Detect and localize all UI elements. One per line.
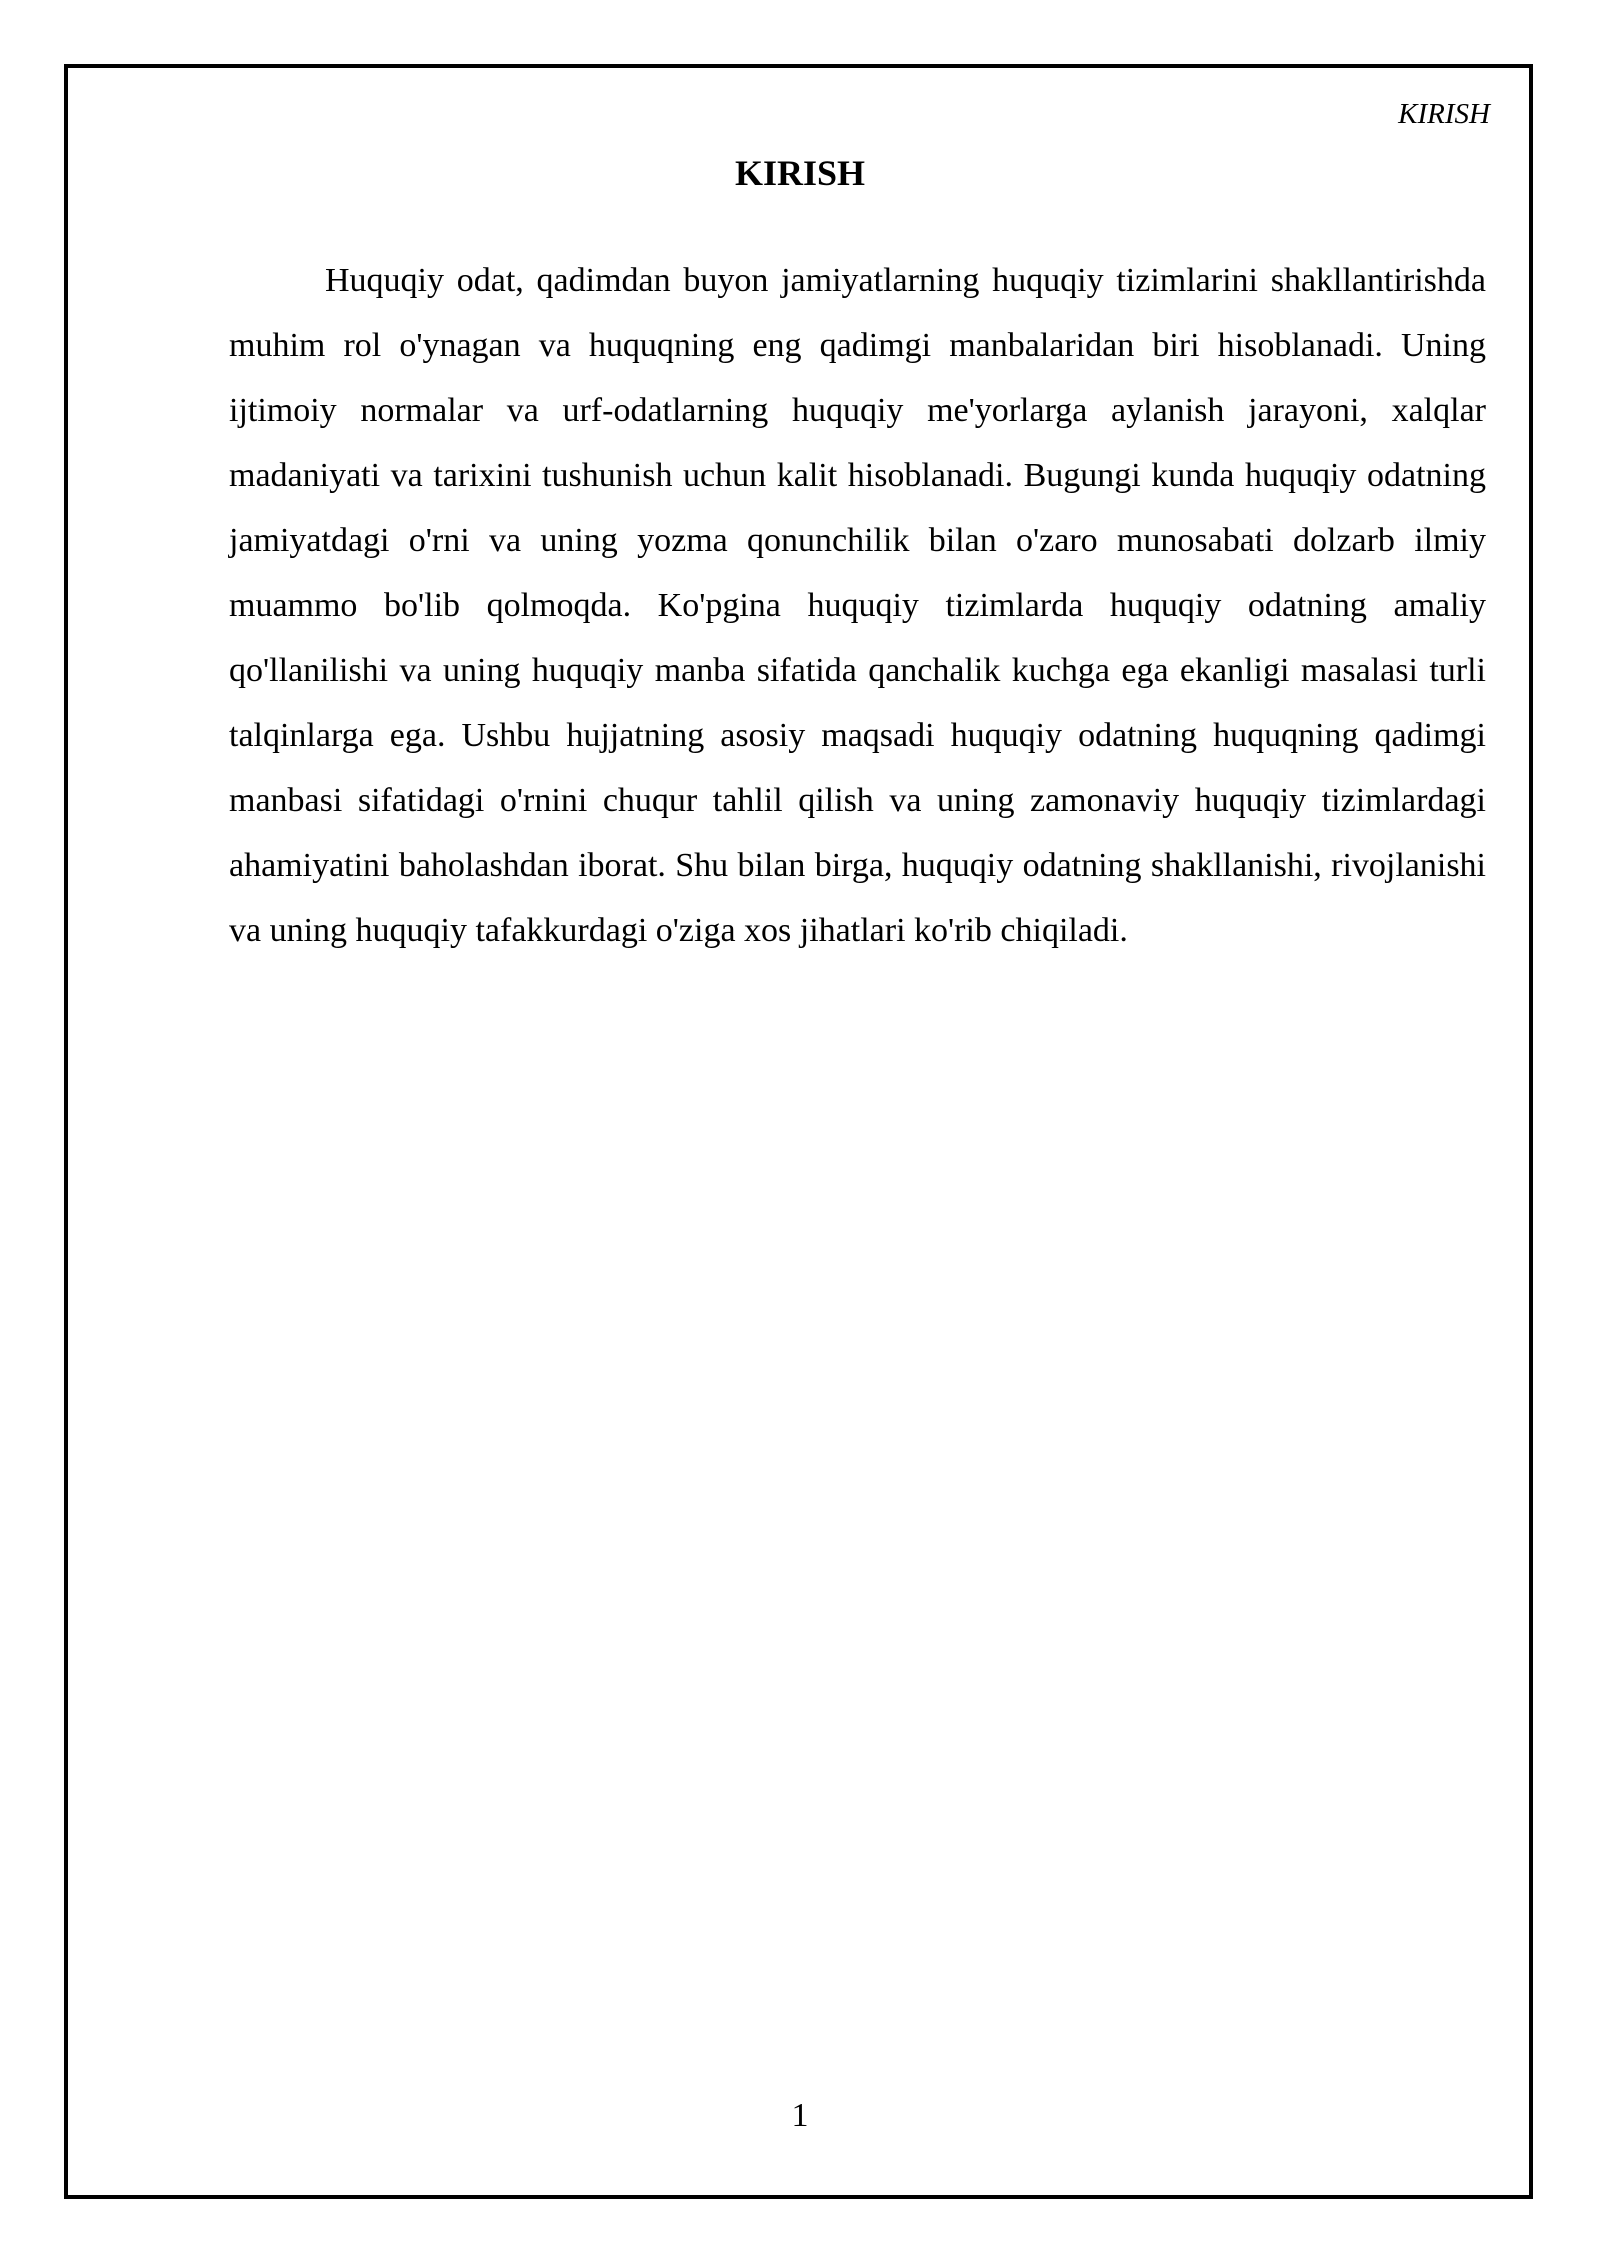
running-header: KIRISH [1398, 98, 1490, 130]
page-title: KIRISH [734, 153, 866, 193]
page-number: 1 [791, 2097, 809, 2134]
body-paragraph: Huquqiy odat, qadimdan buyon jamiyatlarning huquqiy tizimlarini shakllantirishda muhim rol o'ynagan va huquqning eng qadimgi manbalaridan biri hisoblanadi. Uning ijtimoiy normalar va urf-odatlarning huquqiy me'yorlarga aylanish jarayoni, xalqlar madaniyati va tarixini tushunish uchun kalit hisoblanadi. Bugungi kunda huquqiy odatning jamiyatdagi o'rni va uning yozma qonunchilik bilan o'zaro munosabati dolzarb ilmiy muammo bo'lib qolmoqda. Ko'pgina huquqiy tizimlarda huquqiy odatning amaliy qo'llanilishi va uning huquqiy manba sifatida qanchalik kuchga ega ekanligi masalasi turli talqinlarga ega. Ushbu hujjatning asosiy maqsadi huquqiy odatning huquqning qadimgi manbasi sifatidagi o'rnini chuqur tahlil qilish va uning zamonaviy huquqiy tizimlardagi ahamiyatini baholashdan iborat. Shu bilan birga, huquqiy odatning shakllanishi, rivojlanishi va uning huquqiy tafakkurdagi o'ziga xos jihatlari ko'rib chiqiladi. [229, 262, 1486, 949]
